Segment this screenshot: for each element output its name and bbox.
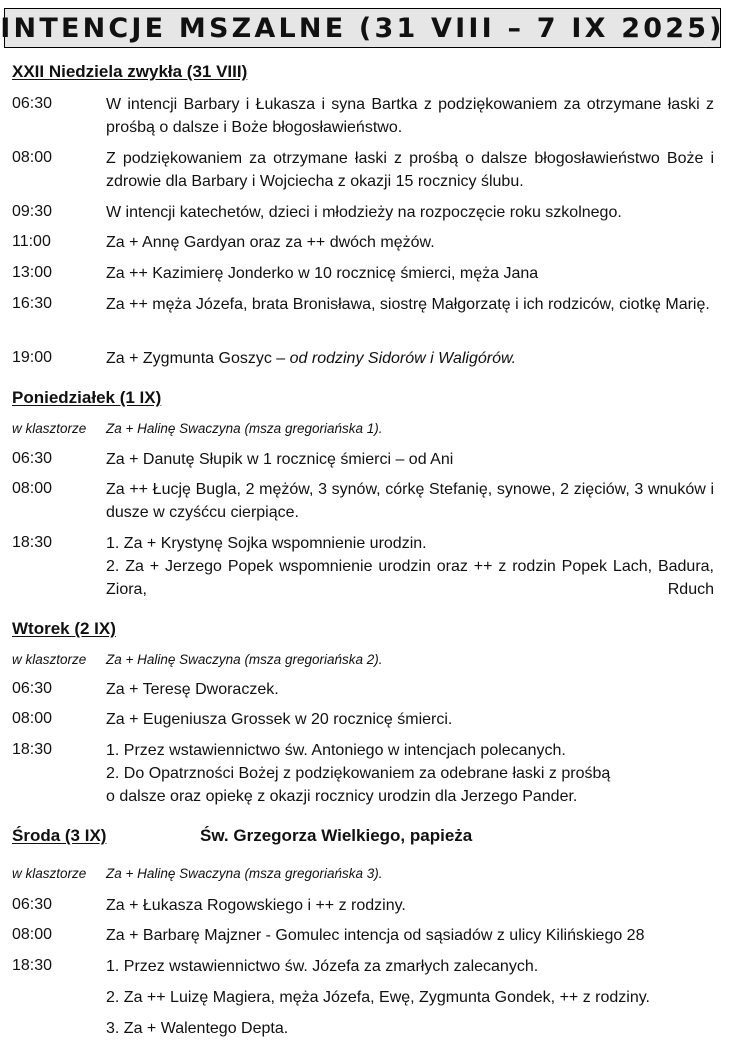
title-banner <box>0 8 725 48</box>
intention-line: o dalsze oraz opiekę z okazji rocznicy urodzin dla Jerzego Pander. <box>106 788 578 805</box>
mass-time: 18:30 <box>12 741 53 758</box>
day-heading-wednesday <box>12 826 473 846</box>
mass-time: 16:30 <box>12 295 53 312</box>
mass-intention: Za + Danutę Słupik w 1 rocznicę śmierci – od Ani <box>106 451 454 468</box>
mass-time: 19:00 <box>12 349 53 366</box>
mass-intention: W intencji Barbary i Łukasza i syna Bartka z podziękowaniem za otrzymane łaski z prośbą o dalsze i Boże błogosławieństwo. <box>106 96 714 136</box>
cloister-label: w klasztorze <box>12 866 87 881</box>
mass-time: 18:30 <box>12 957 53 974</box>
mass-intention-list <box>106 532 714 601</box>
cloister-label: w klasztorze <box>12 421 87 436</box>
mass-time: 06:30 <box>12 95 53 112</box>
intention-line: 3. Za + Walentego Depta. <box>106 1020 289 1037</box>
mass-intention: Za ++ Kazimierę Jonderko w 10 rocznicę śmierci, męża Jana <box>106 265 539 282</box>
mass-intention-list <box>106 739 714 808</box>
day-heading-monday: Poniedziałek (1 IX) <box>12 388 162 407</box>
mass-time: 11:00 <box>12 233 51 250</box>
mass-time: 08:00 <box>12 149 53 166</box>
mass-intention <box>106 347 714 370</box>
mass-intention: Za + Barbarę Majzner - Gomulec intencja od sąsiadów z ulicy Kilińskiego 28 <box>106 927 645 944</box>
mass-time: 18:30 <box>12 534 53 551</box>
mass-intention: Za + Annę Gardyan oraz za ++ dwóch mężów. <box>106 234 435 251</box>
intention-line: 1. Przez wstawiennictwo św. Antoniego w intencjach polecanych. <box>106 742 566 759</box>
intention-line: 1. Przez wstawiennictwo św. Józefa za zmarłych zalecanych. <box>106 958 539 975</box>
feast-name: Św. Grzegorza Wielkiego, papieża <box>200 826 473 845</box>
cloister-label: w klasztorze <box>12 652 87 667</box>
mass-intention-text: Za + Zygmunta Goszyc – <box>106 350 290 367</box>
day-heading-tuesday: Wtorek (2 IX) <box>12 619 116 638</box>
mass-intention: Za + Eugeniusza Grossek w 20 rocznicę śmierci. <box>106 711 453 728</box>
day-heading-text: Środa (3 IX) <box>12 826 107 845</box>
mass-time: 06:30 <box>12 896 53 913</box>
mass-intention: Za ++ męża Józefa, brata Bronisława, siostrę Małgorzatę i ich rodziców, ciotkę Marię. <box>106 296 710 313</box>
mass-intention: W intencji katechetów, dzieci i młodzieży na rozpoczęcie roku szkolnego. <box>106 204 622 221</box>
intention-line: 2. Do Opatrzności Bożej z podziękowaniem za odebrane łaski z prośbą <box>106 765 611 782</box>
mass-time: 06:30 <box>12 450 53 467</box>
cloister-intention: Za + Halinę Swaczyna (msza gregoriańska 2). <box>106 652 383 667</box>
mass-time: 08:00 <box>12 926 53 943</box>
mass-intention-list <box>106 955 714 1040</box>
cloister-mass <box>12 866 383 881</box>
mass-intention: Za + Teresę Dworaczek. <box>106 681 279 698</box>
intention-line: 2. Za + Jerzego Popek wspomnienie urodzin oraz ++ z rodzin Popek Lach, Badura, Ziora, Rduch <box>106 558 714 598</box>
cloister-intention: Za + Halinę Swaczyna (msza gregoriańska 3). <box>106 866 383 881</box>
intention-line: 2. Za ++ Luizę Magiera, męża Józefa, Ewę, Zygmunta Gondek, ++ z rodziny. <box>106 989 650 1006</box>
mass-time: 08:00 <box>12 710 53 727</box>
intention-line: 1. Za + Krystynę Sojka wspomnienie urodzin. <box>106 535 427 552</box>
mass-intention: Z podziękowaniem za otrzymane łaski z prośbą o dalsze błogosławieństwo Boże i zdrowie dla Barbary i Wojciecha z okazji 15 rocznicy ślubu. <box>106 150 714 190</box>
mass-intention: Za + Łukasza Rogowskiego i ++ z rodziny. <box>106 897 406 914</box>
mass-intention-note: od rodziny Sidorów i Waligórów. <box>289 350 517 367</box>
page-title: INTENCJE MSZALNE (31 VIII – 7 IX 2025) <box>0 12 725 44</box>
mass-time: 13:00 <box>12 264 53 281</box>
cloister-mass <box>12 421 383 436</box>
mass-time: 08:00 <box>12 480 53 497</box>
cloister-mass <box>12 652 383 667</box>
cloister-intention: Za + Halinę Swaczyna (msza gregoriańska 1). <box>106 421 383 436</box>
mass-time: 09:30 <box>12 203 53 220</box>
mass-intention: Za ++ Łucję Bugla, 2 mężów, 3 synów, córkę Stefanię, synowe, 2 zięciów, 3 wnuków i dusze w czyśćcu cierpiące. <box>106 481 714 521</box>
mass-time: 06:30 <box>12 680 53 697</box>
day-heading-sunday: XXII Niedziela zwykła (31 VIII) <box>12 62 248 81</box>
